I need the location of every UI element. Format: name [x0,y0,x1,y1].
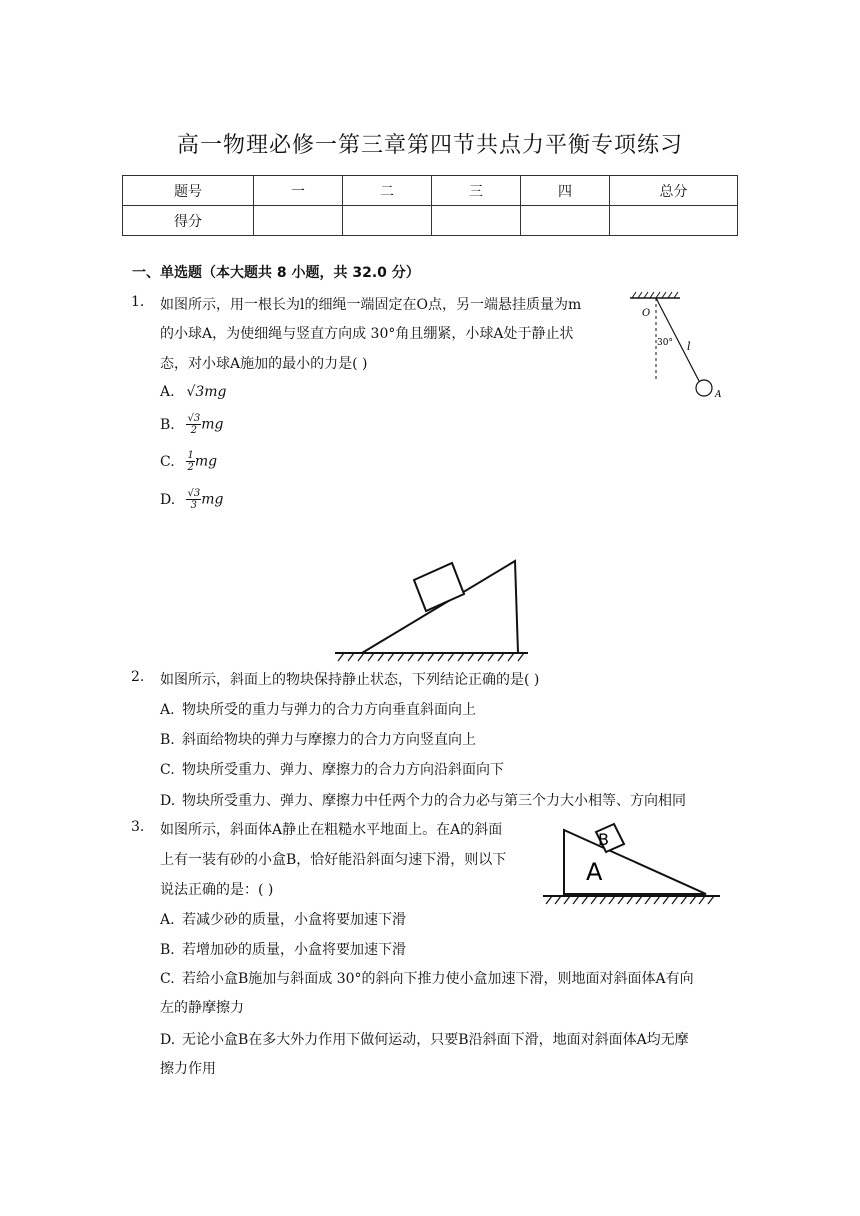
option-root: √3 [186,384,205,400]
option-label: A. [160,912,175,928]
option-unit: mg [201,491,224,508]
score-table-header-cell: 三 [432,176,521,206]
question-3-option-c-continued [160,997,244,1017]
pendulum-figure [620,290,740,405]
fraction-denominator: 2 [190,425,197,436]
question-3-option-d-continued [160,1058,216,1078]
score-table-header-cell: 二 [343,176,432,206]
option-label: D. [160,491,176,508]
fraction [186,413,201,436]
question-3-line-3: 说法正确的是：( ) [160,882,274,898]
fraction-numerator: √3 [187,413,201,424]
score-cell [610,206,738,236]
fraction [186,450,194,473]
fraction-numerator: 1 [187,450,194,461]
question-1-line-1: 如图所示，用一根长为l的细绳一端固定在O点，另一端悬挂质量为m [160,297,582,313]
option-text-continued: 左的静摩擦力 [160,1000,244,1016]
option-text: 若增加砂的质量，小盒将要加速下滑 [182,942,406,958]
score-table-row-label: 得分 [123,206,254,236]
option-text: 若给小盒B施加与斜面成 30°的斜向下推力使小盒加速下滑，则地面对斜面体A有向 [182,971,694,987]
question-3-line-2: 上有一装有砂的小盒B，恰好能沿斜面匀速下滑，则以下 [160,852,507,868]
option-label: D. [160,1032,176,1048]
question-3-option-d [160,1029,689,1049]
question-3-line-1: 如图所示，斜面体A静止在粗糙水平地面上。在A的斜面 [160,822,503,838]
score-cell [343,206,432,236]
option-label: C. [160,453,175,470]
question-2-option-b [160,729,476,749]
question-3-option-a [160,909,406,929]
question-2-option-d [160,790,686,810]
option-text: 斜面给物块的弹力与摩擦力的合力方向竖直向上 [182,732,476,748]
page-title: 高一物理必修一第三章第四节共点力平衡专项练习 [176,133,683,158]
score-cell [521,206,610,236]
option-unit: mg [201,416,224,433]
question-1-line-2: 的小球A，为使细绳与竖直方向成 30°角且绷紧，小球A处于静止状 [160,326,574,342]
option-text: 若减少砂的质量，小盒将要加速下滑 [182,912,406,928]
question-2-line-1: 如图所示，斜面上的物块保持静止状态，下列结论正确的是( ) [160,672,540,688]
option-text: 无论小盒B在多大外力作用下做何运动，只要B沿斜面下滑，地面对斜面体A均无摩 [182,1032,689,1048]
label-o: O [642,308,651,319]
score-cell [432,206,521,236]
option-text: 物块所受重力、弹力、摩擦力的合力方向沿斜面向下 [182,762,504,778]
wedge-figure [540,818,722,910]
question-number: 3. [131,819,145,835]
option-text: 物块所受重力、弹力、摩擦力中任两个力的合力必与第三个力大小相等、方向相同 [182,793,686,809]
option-unit: mg [194,453,218,470]
score-table-header-cell: 一 [254,176,343,206]
label-length: l [687,340,691,353]
question-3-option-c [160,968,694,988]
fraction-numerator: √3 [187,488,201,499]
score-table-header-cell: 总分 [610,176,738,206]
score-table-header-row [123,176,738,206]
score-cell [254,206,343,236]
fraction [186,488,201,511]
option-unit: mg [204,384,227,400]
option-label: C. [160,971,175,987]
option-label: B. [160,942,175,958]
question-2-option-c [160,759,504,779]
question-3-option-b [160,939,406,959]
question-1-option-d [160,488,223,511]
fraction-denominator: 3 [190,500,197,511]
option-text: 物块所受的重力与弹力的合力方向垂直斜面向上 [182,702,476,718]
question-2-option-a [160,699,476,719]
label-wedge-a: A [586,858,603,886]
question-1-option-b [160,413,223,436]
option-label: B. [160,732,175,748]
option-label: C. [160,762,175,778]
score-table-header-cell: 四 [521,176,610,206]
label-angle: 30° [657,338,673,348]
question-number: 2. [131,669,145,685]
score-table-score-row [123,206,738,236]
question-1-line-3: 态，对小球A施加的最小的力是( ) [160,356,368,372]
score-table [122,175,738,236]
label-box-b: B [598,830,609,849]
option-label: D. [160,793,176,809]
incline-figure [330,555,530,665]
fraction-denominator: 2 [187,462,194,473]
question-number: 1. [131,294,145,310]
question-1-option-c [160,450,217,473]
option-text-continued: 擦力作用 [160,1061,216,1077]
section-heading: 一、单选题（本大题共 8 小题，共 32.0 分） [132,265,420,281]
option-label: A. [160,384,175,400]
option-label: B. [160,416,175,433]
label-ball: A [715,390,722,400]
question-1-option-a [160,384,227,400]
option-label: A. [160,702,175,718]
score-table-header-cell: 题号 [123,176,254,206]
